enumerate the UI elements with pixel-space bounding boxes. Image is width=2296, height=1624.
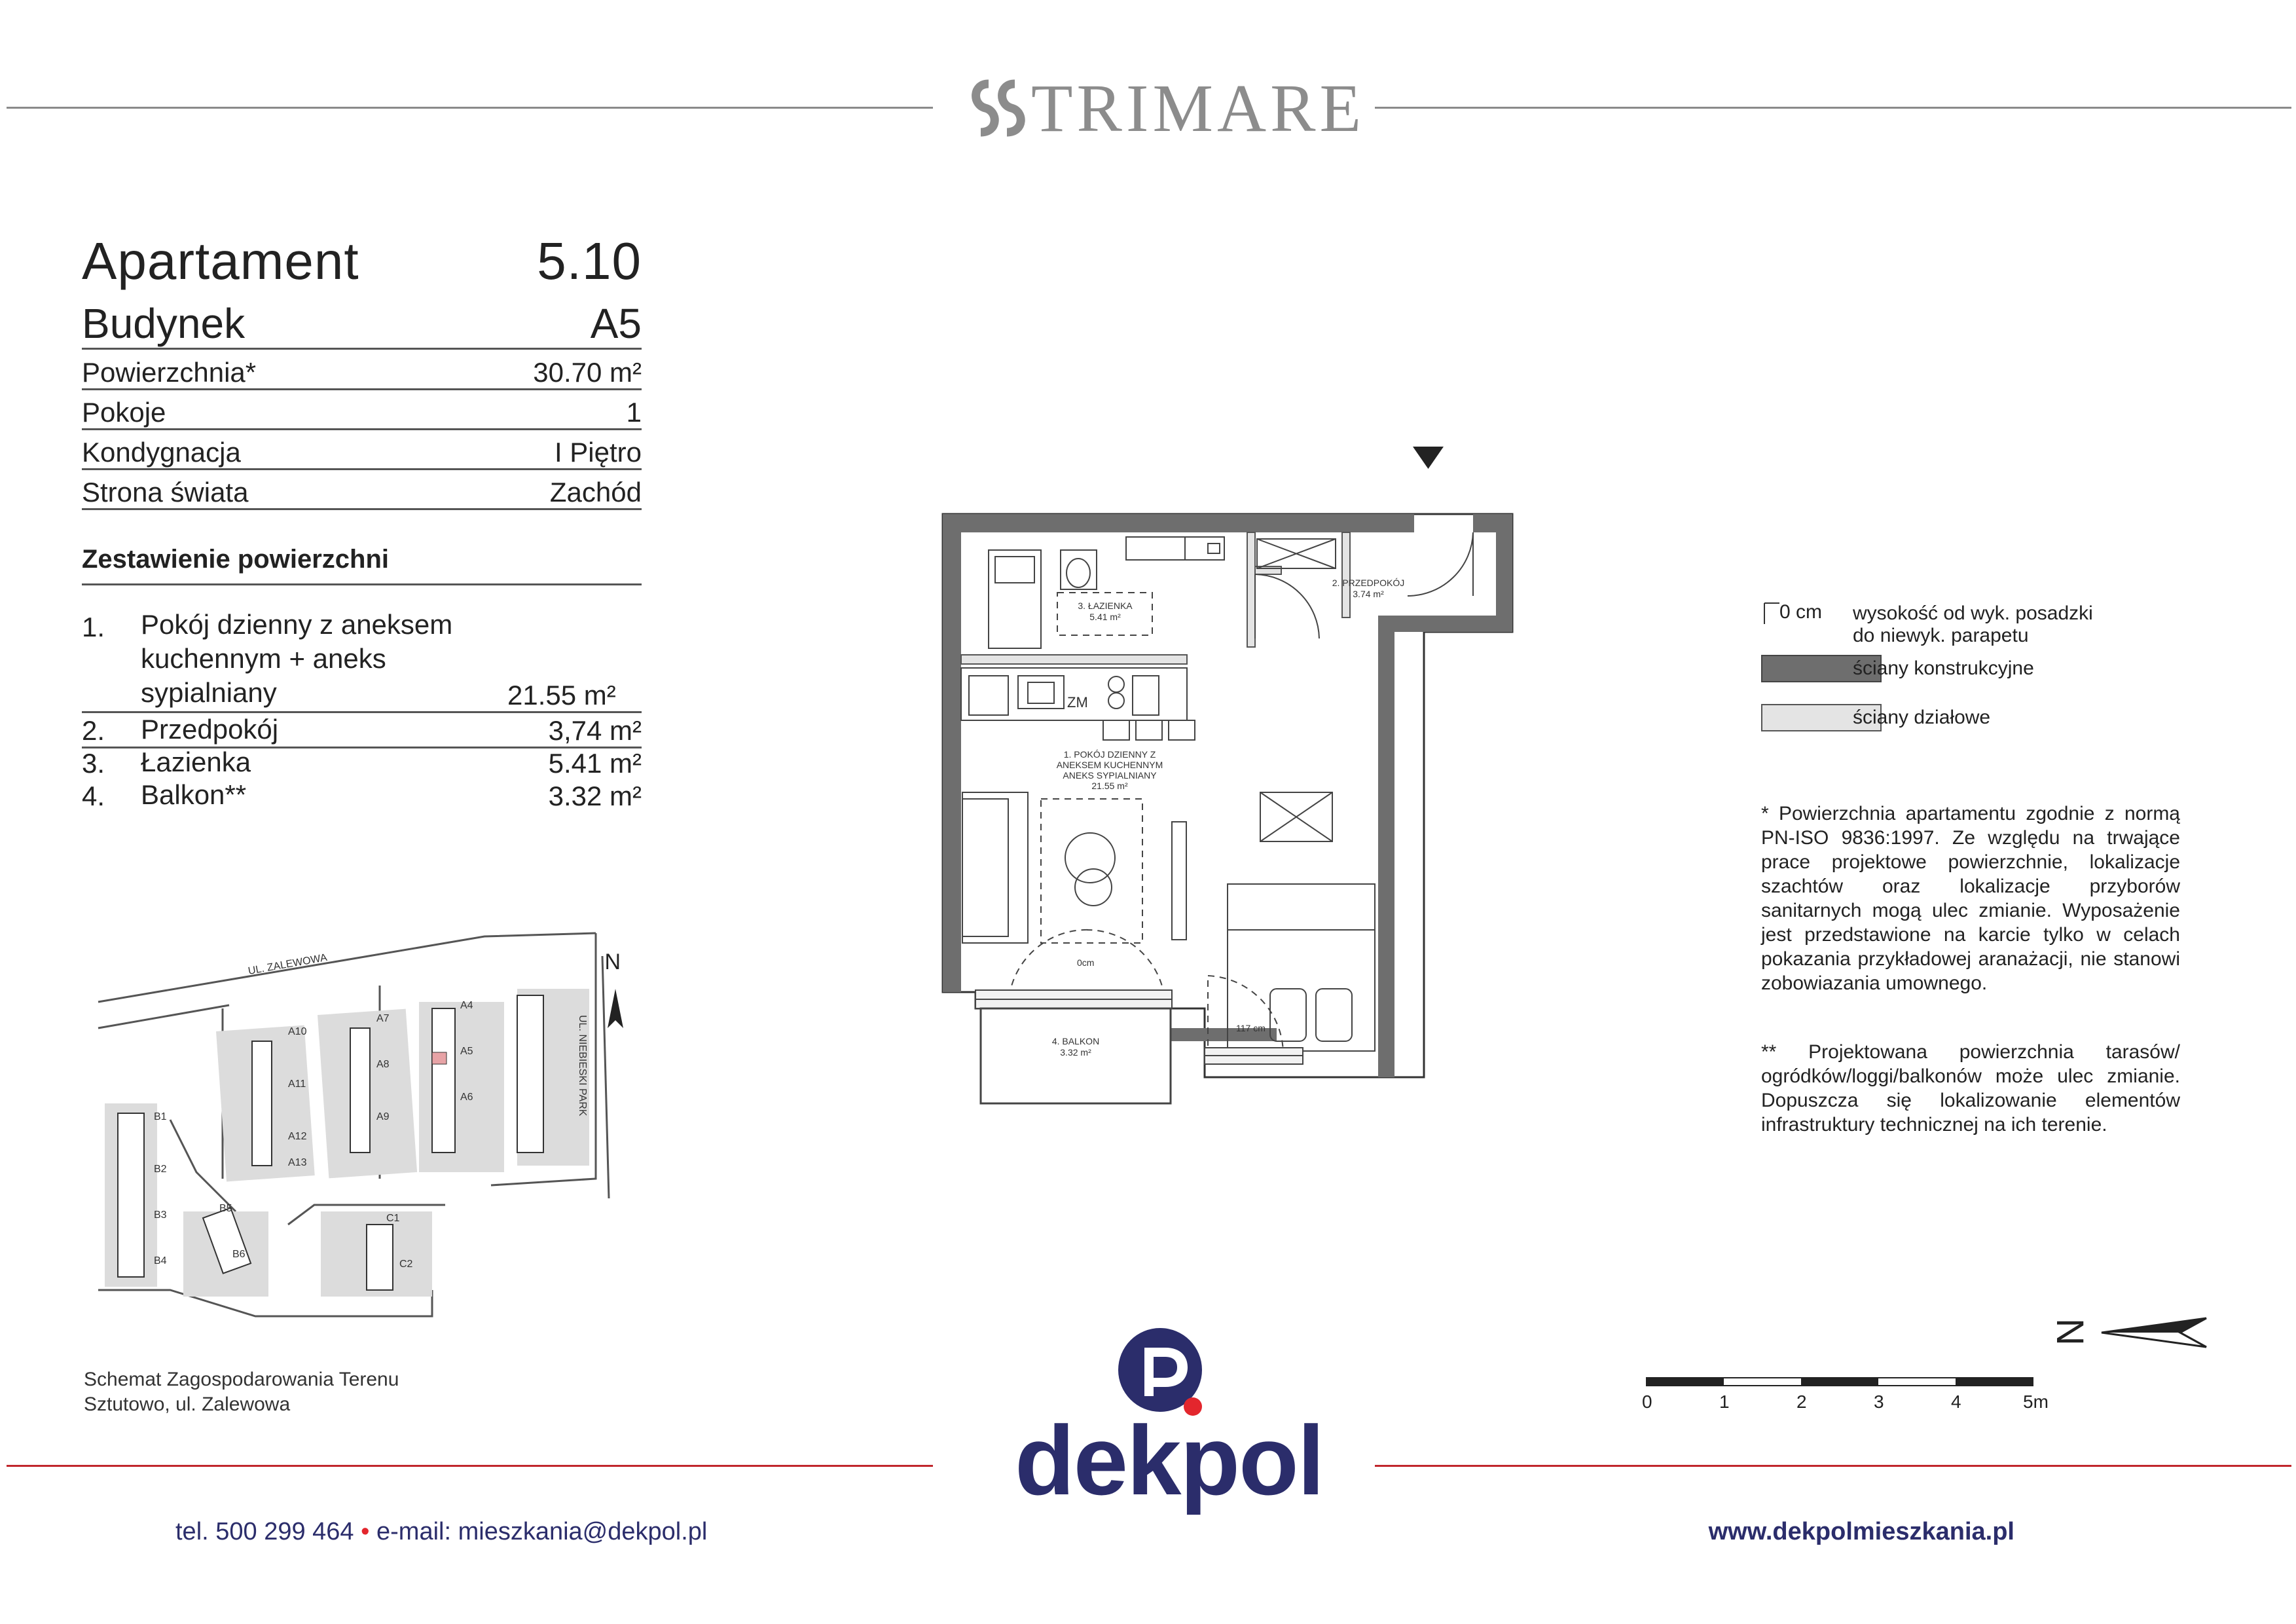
spec-row-rooms xyxy=(82,392,642,430)
svg-text:N: N xyxy=(604,950,621,974)
building-label: Budynek xyxy=(82,300,246,347)
sill-height-symbol xyxy=(1761,601,1781,627)
svg-text:3.74 m²: 3.74 m² xyxy=(1353,589,1384,599)
svg-text:C1: C1 xyxy=(386,1213,400,1224)
header-rule-right xyxy=(1375,107,2291,109)
legend-partition-label: ściany działowe xyxy=(1853,707,1991,728)
note-area-standard: * Powierzchnia apartamentu zgodnie z normą PN-ISO 9836:1997. Ze względu na trwające prace projektowe powierzchnie, lokalizacje szachtów oraz lokalizacje przyborów sanitarnych mogą ulec zmianie. Wyposażenie jest przedstawione na karcie tylko w celach pokazania przykładowej aranażacji, nie stanowi zobowiazania umownego. xyxy=(1761,803,2180,994)
north-compass-icon xyxy=(2049,1306,2213,1365)
spec-value: 1 xyxy=(626,397,642,428)
site-caption-1: Schemat Zagospodarowania Terenu xyxy=(84,1369,399,1390)
spec-row-area xyxy=(82,352,642,390)
dekpol-wordmark: dekpol xyxy=(1015,1405,1324,1515)
legend-sill-value: 0 cm xyxy=(1779,601,1823,623)
svg-text:21.55 m²: 21.55 m² xyxy=(1091,781,1128,791)
room-name: Balkon** xyxy=(141,779,247,810)
scale-tick: 0 xyxy=(1642,1392,1652,1412)
svg-text:A8: A8 xyxy=(376,1059,390,1070)
svg-text:B6: B6 xyxy=(232,1249,246,1260)
svg-text:C2: C2 xyxy=(399,1259,413,1270)
spec-value: Zachód xyxy=(549,477,642,507)
trimare-wave-icon xyxy=(969,79,1031,138)
footer-rule-right xyxy=(1375,1465,2291,1467)
room-name: Łazienka xyxy=(141,747,251,777)
svg-text:A5: A5 xyxy=(460,1046,473,1057)
svg-text:117 cm: 117 cm xyxy=(1236,1023,1266,1033)
site-street-label: UL. NIEBIESKI PARK xyxy=(577,1015,588,1116)
scale-bar xyxy=(1647,1375,2039,1388)
footer-contact xyxy=(175,1518,707,1546)
svg-text:ANEKSEM KUCHENNYM: ANEKSEM KUCHENNYM xyxy=(1056,760,1163,770)
footer-rule-left xyxy=(7,1465,933,1467)
room-area: 21.55 m² xyxy=(507,680,616,710)
svg-text:A9: A9 xyxy=(376,1111,390,1122)
room-area: 3,74 m² xyxy=(548,715,642,746)
svg-text:1. POKÓJ DZIENNY Z: 1. POKÓJ DZIENNY Z xyxy=(1063,749,1156,760)
footer-separator: • xyxy=(361,1518,370,1545)
svg-text:4. BALKON: 4. BALKON xyxy=(1051,1036,1100,1046)
site-caption-2: Sztutowo, ul. Zalewowa xyxy=(84,1393,291,1415)
entrance-arrow-icon xyxy=(1413,447,1444,469)
spec-value: 30.70 m² xyxy=(533,357,642,388)
room-area: 3.32 m² xyxy=(548,781,642,811)
svg-text:ZM: ZM xyxy=(1067,694,1088,710)
scale-tick: 5m xyxy=(2023,1392,2049,1412)
footer-email[interactable]: e-mail: mieszkania@dekpol.pl xyxy=(376,1518,708,1545)
svg-text:B1: B1 xyxy=(154,1111,167,1122)
svg-text:B3: B3 xyxy=(154,1209,167,1221)
site-north-arrow xyxy=(604,950,623,1028)
trimare-logo xyxy=(969,70,1365,146)
svg-text:ANEKS SYPIALNIANY: ANEKS SYPIALNIANY xyxy=(1063,770,1157,781)
svg-text:A12: A12 xyxy=(288,1131,307,1142)
svg-text:2. PRZEDPOKÓJ: 2. PRZEDPOKÓJ xyxy=(1332,578,1405,588)
apartment-label: Apartament xyxy=(82,232,359,290)
svg-text:3. ŁAZIENKA: 3. ŁAZIENKA xyxy=(1078,600,1133,611)
room-item: 1. Pokój dzienny z aneksem kuchennym + aneks sypialniany 21.55 m² xyxy=(82,608,642,713)
site-street-label: UL. ZALEWOWA xyxy=(247,951,328,977)
floor-plan xyxy=(936,432,1525,1126)
scale-tick: 1 xyxy=(1719,1392,1730,1412)
room-area: 5.41 m² xyxy=(548,748,642,779)
room-item: 4. Balkon** 3.32 m² xyxy=(82,779,642,811)
svg-text:B2: B2 xyxy=(154,1164,167,1175)
spec-label: Strona świata xyxy=(82,477,249,507)
svg-text:A13: A13 xyxy=(288,1157,307,1168)
header-rule-left xyxy=(7,107,933,109)
trimare-wordmark: TRIMARE xyxy=(1031,70,1365,146)
room-name: Przedpokój xyxy=(141,714,279,745)
svg-text:B5: B5 xyxy=(219,1203,232,1214)
spec-value: I Piętro xyxy=(554,437,642,468)
room-item: 3. Łazienka 5.41 m² xyxy=(82,747,642,779)
legend-sill-text: wysokość od wyk. posadzki do niewyk. parapetu xyxy=(1853,602,2093,646)
svg-text:A4: A4 xyxy=(460,1000,473,1011)
svg-text:A7: A7 xyxy=(376,1013,390,1024)
svg-text:0cm: 0cm xyxy=(1077,957,1095,968)
room-name: Pokój dzienny z aneksem kuchennym + aneks sypialniany xyxy=(141,609,453,708)
spec-row-orientation xyxy=(82,471,642,510)
footer-phone[interactable]: tel. 500 299 464 xyxy=(175,1518,354,1545)
site-plan xyxy=(92,923,621,1336)
scale-tick: 3 xyxy=(1874,1392,1884,1412)
svg-text:B4: B4 xyxy=(154,1255,167,1266)
building-row xyxy=(82,292,642,350)
rooms-section-title: Zestawienie powierzchni xyxy=(82,545,642,585)
scale-tick: 2 xyxy=(1796,1392,1807,1412)
spec-row-floor xyxy=(82,432,642,470)
footer-website[interactable]: www.dekpolmieszkania.pl xyxy=(1708,1518,2014,1545)
room-item: 2. Przedpokój 3,74 m² xyxy=(82,714,642,748)
legend-structural-label: ściany konstrukcyjne xyxy=(1853,657,2034,679)
scale-tick: 4 xyxy=(1951,1392,1961,1412)
building-value: A5 xyxy=(590,300,642,347)
svg-text:A6: A6 xyxy=(460,1092,473,1103)
spec-label: Pokoje xyxy=(82,397,166,428)
svg-text:A11: A11 xyxy=(288,1079,306,1090)
svg-text:N: N xyxy=(2049,1318,2091,1346)
svg-text:3.32 m²: 3.32 m² xyxy=(1060,1047,1091,1058)
apartment-title-row xyxy=(82,229,642,291)
spec-label: Powierzchnia* xyxy=(82,357,257,388)
apartment-number: 5.10 xyxy=(537,232,642,290)
note-balcony: ** Projektowana powierzchnia tarasów/ ogródków/loggi/balkonów może ulec zmianie. Dopuszcza się lokalizowanie elementów infrastruktury technicznej na ich terenie. xyxy=(1761,1041,2180,1135)
svg-text:5.41 m²: 5.41 m² xyxy=(1089,612,1121,622)
spec-label: Kondygnacja xyxy=(82,437,241,468)
svg-text:A10: A10 xyxy=(288,1026,307,1037)
